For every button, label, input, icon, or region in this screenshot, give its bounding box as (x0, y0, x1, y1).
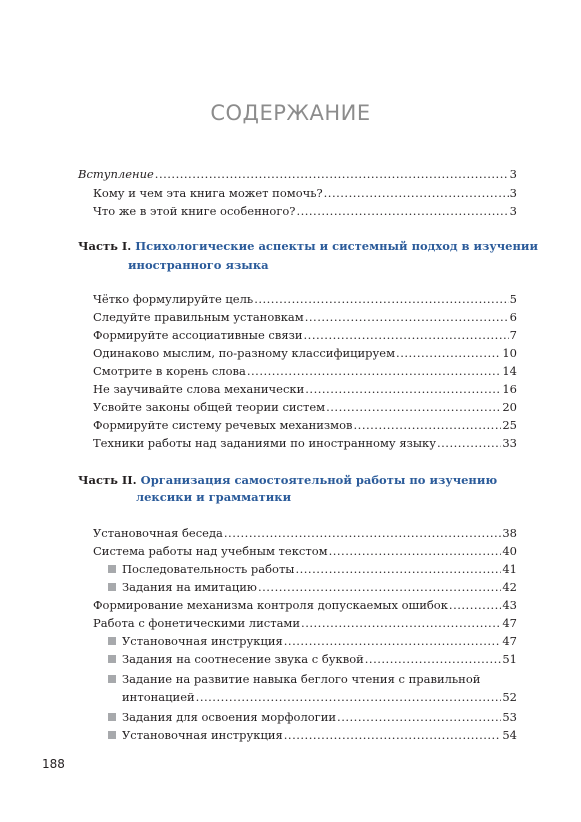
toc-entry-page: 42 (502, 580, 517, 594)
part2-heading (78, 471, 497, 489)
toc-entry-page: 20 (502, 400, 517, 414)
toc-entry-page: 33 (502, 436, 517, 450)
toc-entry-label: Кому и чем эта книга может помочь? (93, 186, 323, 200)
square-bullet-icon (108, 713, 116, 721)
square-bullet-icon (108, 675, 116, 683)
toc-entry[interactable] (93, 204, 517, 218)
toc-entry-label: Формирование механизма контроля допускаемых ошибок (93, 598, 448, 612)
toc-entry-page: 43 (502, 598, 517, 612)
part1-number: Часть I. (78, 239, 132, 253)
toc-entry[interactable] (93, 382, 517, 396)
toc-entry[interactable] (93, 292, 517, 306)
toc-entry[interactable] (93, 616, 517, 630)
square-bullet-icon (108, 565, 116, 573)
toc-entry[interactable] (93, 418, 517, 432)
toc-entry-label: Установочная беседа (93, 526, 223, 540)
part1-title-line2: иностранного языка (128, 258, 269, 272)
toc-entry-page: 40 (502, 544, 517, 558)
toc-entry-page: 16 (502, 382, 517, 396)
toc-entry[interactable] (93, 186, 517, 200)
toc-entry-label: Задания для освоения морфологии (122, 710, 337, 724)
toc-entry-page: 5 (509, 292, 517, 306)
square-bullet-icon (108, 731, 116, 739)
toc-entry-label: Следуйте правильным установкам (93, 310, 304, 324)
toc-entry-page: 3 (509, 186, 517, 200)
toc-subentry[interactable] (108, 728, 517, 742)
toc-entry-label: Формируйте ассоциативные связи (93, 328, 303, 342)
page-title: СОДЕРЖАНИЕ (210, 101, 371, 125)
toc-subentry[interactable] (108, 634, 517, 648)
toc-entry-label: Что же в этой книге особенного? (93, 204, 296, 218)
toc-entry-page: 53 (502, 710, 517, 724)
toc-subentry-line1[interactable] (108, 672, 480, 686)
toc-entry-page: 7 (509, 328, 517, 342)
toc-entry-label: Задания на соотнесение звука с буквой (122, 652, 364, 666)
toc-entry[interactable] (93, 400, 517, 414)
toc-subentry[interactable] (108, 580, 517, 594)
toc-entry-label: Усвойте законы общей теории систем (93, 400, 326, 414)
toc-entry[interactable] (93, 436, 517, 450)
page-number: 188 (42, 757, 65, 771)
toc-entry-label: Не заучивайте слова механически (93, 382, 305, 396)
toc-entry[interactable] (93, 544, 517, 558)
toc-entry-page: 47 (502, 616, 517, 630)
part1-title: Психологические аспекты и системный подход в изучении (135, 239, 538, 253)
toc-entry[interactable] (93, 598, 517, 612)
toc-entry-page: 52 (502, 690, 517, 704)
square-bullet-icon (108, 637, 116, 645)
toc-entry-label: Чётко формулируйте цель (93, 292, 254, 306)
toc-entry-label: Смотрите в корень слова (93, 364, 246, 378)
toc-entry-label: Установочная инструкция (122, 634, 283, 648)
toc-entry-page: 54 (502, 728, 517, 742)
part2-title-line2: лексики и грамматики (136, 490, 292, 504)
toc-entry-page: 3 (509, 167, 517, 181)
toc-entry-label: Задания на имитацию (122, 580, 257, 594)
toc-subentry[interactable] (108, 652, 517, 666)
toc-entry-label: Последовательность работы (122, 562, 295, 576)
part1-heading (78, 237, 538, 255)
toc-entry-label: Задание на развитие навыка беглого чтения с правильной (122, 672, 481, 686)
toc-subentry[interactable] (108, 710, 517, 724)
toc-entry[interactable] (93, 364, 517, 378)
toc-entry[interactable] (93, 328, 517, 342)
toc-entry-page: 41 (502, 562, 517, 576)
toc-entry[interactable] (93, 310, 517, 324)
toc-entry-page: 14 (502, 364, 517, 378)
toc-entry-label: интонацией (122, 690, 195, 704)
toc-entry-page: 47 (502, 634, 517, 648)
toc-entry-intro[interactable] (78, 167, 517, 181)
square-bullet-icon (108, 655, 116, 663)
toc-entry-label: Формируйте систему речевых механизмов (93, 418, 353, 432)
toc-subentry-line2[interactable] (122, 690, 517, 704)
toc-subentry[interactable] (108, 562, 517, 576)
toc-entry-label: Техники работы над заданиями по иностранному языку (93, 436, 436, 450)
toc-entry[interactable] (93, 526, 517, 540)
part2-number: Часть II. (78, 473, 137, 487)
toc-entry[interactable] (93, 346, 517, 360)
toc-entry-page: 51 (502, 652, 517, 666)
toc-entry-page: 6 (509, 310, 517, 324)
toc-entry-page: 25 (502, 418, 517, 432)
toc-entry-page: 3 (509, 204, 517, 218)
toc-entry-label: Система работы над учебным текстом (93, 544, 328, 558)
part2-title: Организация самостоятельной работы по изучению (140, 473, 498, 487)
toc-entry-page: 38 (502, 526, 517, 540)
toc-entry-label: Вступление (78, 167, 154, 181)
toc-entry-label: Установочная инструкция (122, 728, 283, 742)
toc-entry-label: Работа с фонетическими листами (93, 616, 301, 630)
toc-entry-label: Одинаково мыслим, по-разному классифицируем (93, 346, 396, 360)
toc-entry-page: 10 (502, 346, 517, 360)
square-bullet-icon (108, 583, 116, 591)
